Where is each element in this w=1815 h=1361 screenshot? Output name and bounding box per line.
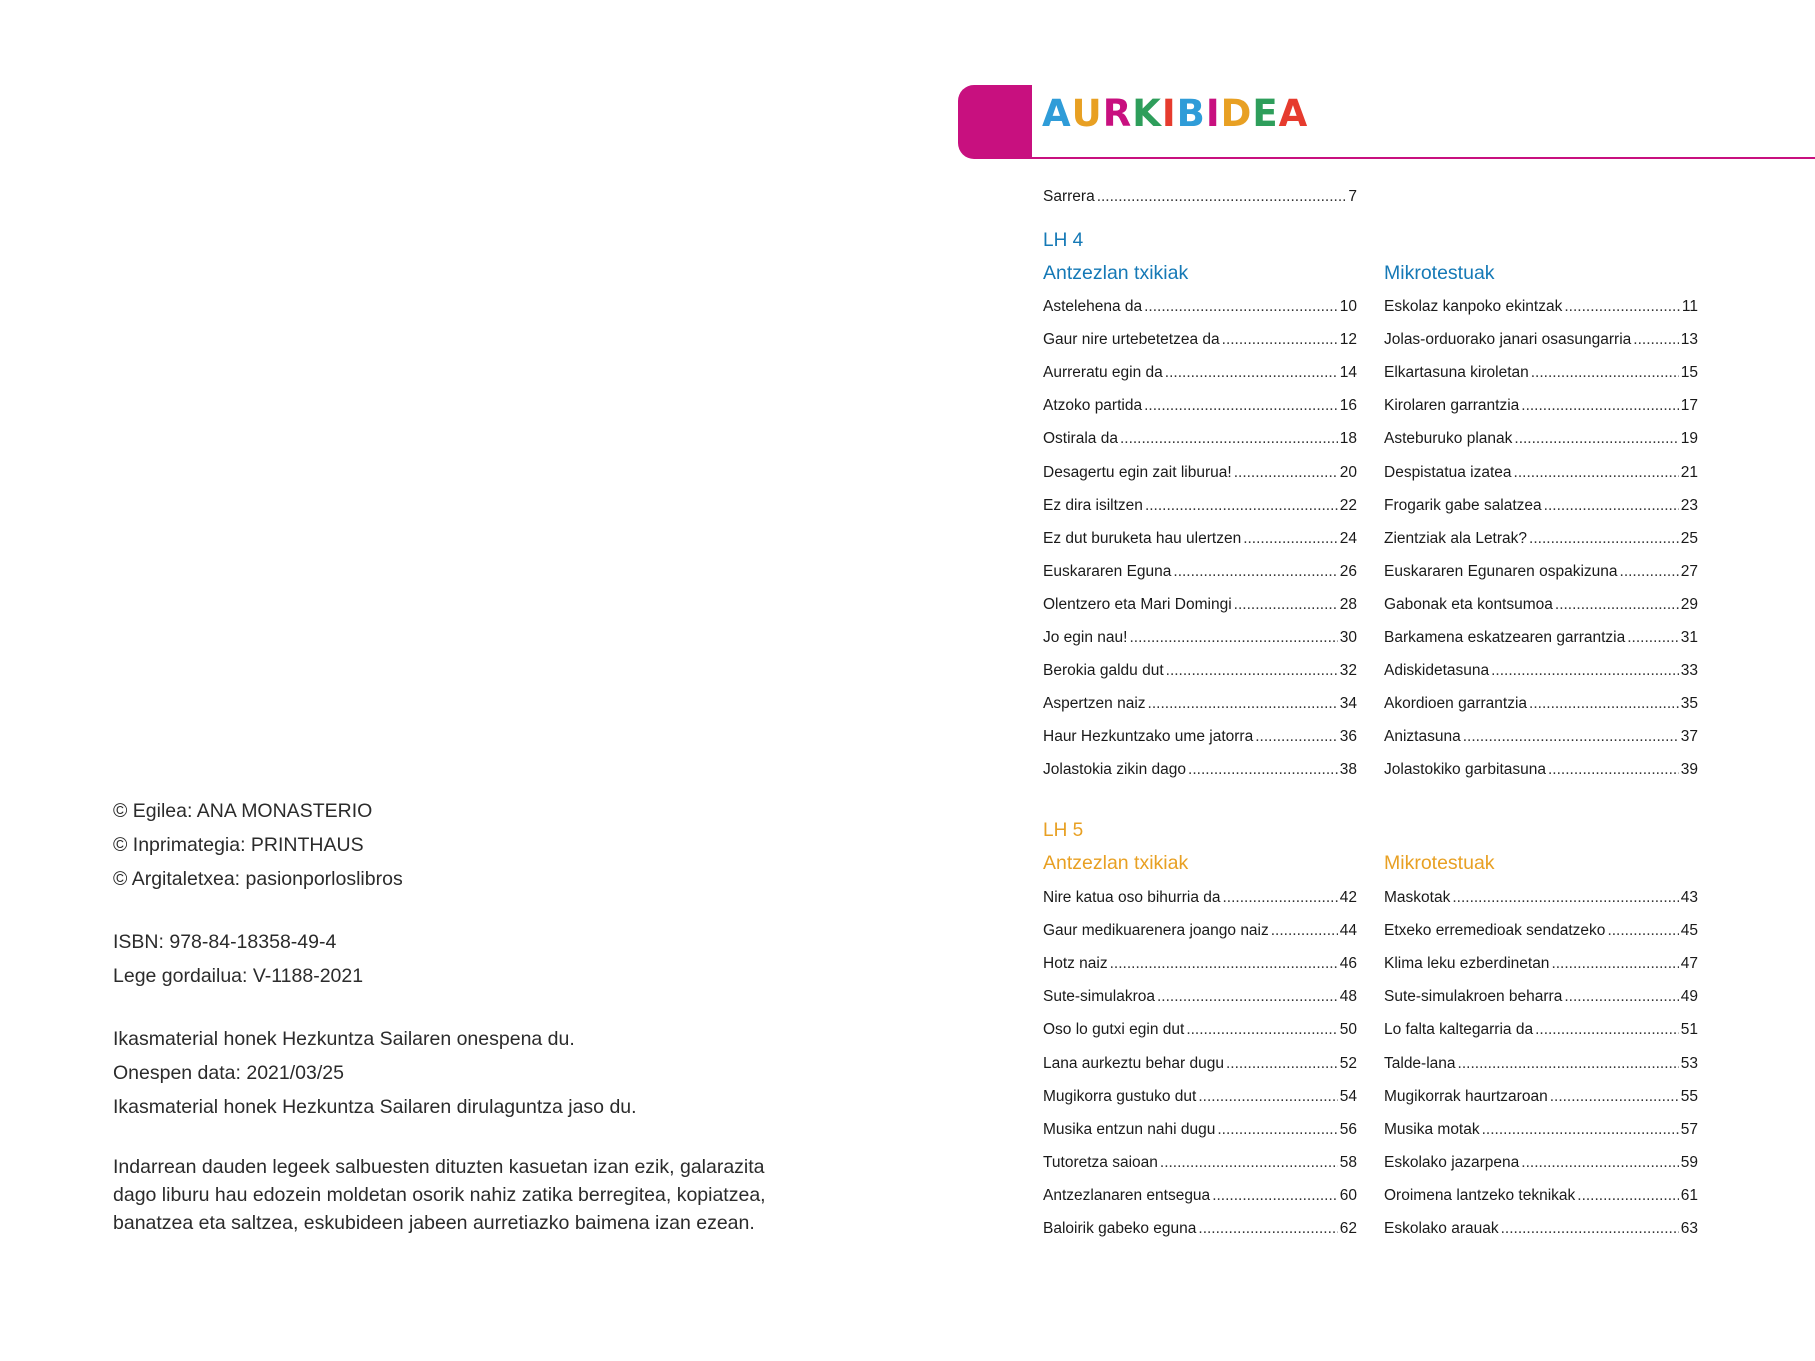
toc-entry-page: 36	[1339, 728, 1357, 745]
toc-entry-title: Eskolaz kanpoko ekintzak	[1384, 298, 1563, 315]
toc-entry-page: 44	[1339, 922, 1357, 939]
toc-entry-title: Oso lo gutxi egin dut	[1043, 1021, 1185, 1038]
toc-entry-page: 28	[1339, 596, 1357, 613]
dot-leader	[1501, 1220, 1679, 1238]
dot-leader	[1458, 1055, 1679, 1073]
dot-leader	[1514, 464, 1679, 482]
colophon	[113, 794, 813, 1266]
toc-entry-title: Astelehena da	[1043, 298, 1143, 315]
dot-leader	[1491, 662, 1679, 680]
toc-entry-page: 12	[1339, 331, 1357, 348]
dot-leader	[1255, 728, 1338, 746]
toc-entry-page: 31	[1680, 629, 1698, 646]
toc-entry-title: Gabonak eta kontsumoa	[1384, 596, 1553, 613]
toc-entry-page: 52	[1339, 1055, 1357, 1072]
dot-leader	[1217, 1121, 1337, 1139]
toc-entry-title: Lana aurkeztu behar dugu	[1043, 1055, 1224, 1072]
dot-leader	[1544, 497, 1679, 515]
toc-entry-page: 18	[1339, 430, 1357, 447]
toc-entry[interactable]	[1043, 1154, 1357, 1172]
dot-leader	[1234, 596, 1338, 614]
toc-entry-page: 14	[1339, 364, 1357, 381]
toc-entry-page: 25	[1680, 530, 1698, 547]
toc-entry-title: Maskotak	[1384, 889, 1451, 906]
dot-leader	[1535, 1021, 1679, 1039]
toc-entry[interactable]	[1043, 1021, 1357, 1039]
dot-leader	[1271, 922, 1338, 940]
toc-entry-page: 47	[1680, 955, 1698, 972]
subsection-heading: Antzezlan txikiak	[1043, 262, 1189, 284]
toc-entry-title: Jo egin nau!	[1043, 629, 1128, 646]
toc-entry[interactable]	[1384, 761, 1698, 779]
toc-entry-title: Eskolako jazarpena	[1384, 1154, 1520, 1171]
title-letter: B	[1176, 92, 1206, 135]
toc-entry-title: Talde-lana	[1384, 1055, 1456, 1072]
toc-entry-title: Tutoretza saioan	[1043, 1154, 1158, 1171]
toc-entry-page: 55	[1680, 1088, 1698, 1105]
approval-info	[113, 1022, 813, 1124]
title-tab-block	[958, 85, 1032, 159]
dot-leader	[1188, 761, 1338, 779]
dot-leader	[1145, 497, 1338, 515]
toc-entry[interactable]	[1043, 464, 1357, 482]
title-letter: A	[1042, 92, 1072, 135]
toc-entry-title: Berokia galdu dut	[1043, 662, 1164, 679]
toc-entry-page: 34	[1339, 695, 1357, 712]
toc-entry-title: Lo falta kaltegarria da	[1384, 1021, 1534, 1038]
toc-entry[interactable]	[1384, 955, 1698, 973]
toc-entry[interactable]	[1043, 1088, 1357, 1106]
toc-entry[interactable]	[1043, 397, 1357, 415]
dot-leader	[1548, 761, 1679, 779]
dot-leader	[1120, 430, 1338, 448]
dot-leader	[1234, 464, 1338, 482]
toc-entry-title: Asteburuko planak	[1384, 430, 1513, 447]
toc-entry[interactable]	[1043, 1187, 1357, 1205]
toc-entry[interactable]	[1384, 397, 1698, 415]
toc-entry-page: 59	[1680, 1154, 1698, 1171]
toc-entry[interactable]	[1384, 1121, 1698, 1139]
toc-entry[interactable]	[1384, 695, 1698, 713]
toc-entry[interactable]	[1384, 1055, 1698, 1073]
dot-leader	[1226, 1055, 1338, 1073]
toc-entry-page: 27	[1680, 563, 1698, 580]
toc-entry[interactable]	[1384, 988, 1698, 1006]
toc-entry-page: 62	[1339, 1220, 1357, 1237]
toc-entry-page: 60	[1339, 1187, 1357, 1204]
toc-entry[interactable]	[1043, 364, 1357, 382]
toc-entry-title: Desagertu egin zait liburua!	[1043, 464, 1232, 481]
toc-entry[interactable]	[1384, 364, 1698, 382]
toc-entry-title: Sute-simulakroen beharra	[1384, 988, 1563, 1005]
toc-entry-title: Gaur medikuarenera joango naiz	[1043, 922, 1269, 939]
toc-entry-page: 30	[1339, 629, 1357, 646]
toc-entry[interactable]	[1043, 430, 1357, 448]
toc-entry-page: 19	[1680, 430, 1698, 447]
toc-entry-title: Euskararen Egunaren ospakizuna	[1384, 563, 1618, 580]
toc-entry-title: Barkamena eskatzearen garrantzia	[1384, 629, 1626, 646]
toc-entry[interactable]	[1384, 662, 1698, 680]
dot-leader	[1627, 629, 1679, 647]
toc-entry-page: 16	[1339, 397, 1357, 414]
credit-printer: © Inprimategia: PRINTHAUS	[113, 834, 364, 856]
approval-line: Ikasmaterial honek Hezkuntza Sailaren onespena du.	[113, 1028, 575, 1050]
dot-leader	[1577, 1187, 1678, 1205]
toc-entry-page: 23	[1680, 497, 1698, 514]
title-letter: R	[1102, 92, 1133, 135]
toc-entry-title: Despistatua izatea	[1384, 464, 1512, 481]
toc-entry-page: 35	[1680, 695, 1698, 712]
toc-entry-title: Gaur nire urtebetetzea da	[1043, 331, 1220, 348]
toc-entry-title: Atzoko partida	[1043, 397, 1143, 414]
dot-leader	[1550, 1088, 1679, 1106]
toc-entry-title: Olentzero eta Mari Domingi	[1043, 596, 1232, 613]
toc-entry[interactable]	[1043, 596, 1357, 614]
approval-date: Onespen data: 2021/03/25	[113, 1062, 344, 1084]
toc-entry-title: Jolastokia zikin dago	[1043, 761, 1187, 778]
toc-entry[interactable]	[1043, 695, 1357, 713]
toc-entry[interactable]	[1384, 298, 1698, 316]
toc-entry-title: Jolas-orduorako janari osasungarria	[1384, 331, 1632, 348]
toc-entry-title: Eskolako arauak	[1384, 1220, 1499, 1237]
toc-entry-title: Baloirik gabeko eguna	[1043, 1220, 1197, 1237]
toc-entry[interactable]	[1043, 761, 1357, 779]
toc-entry[interactable]	[1384, 889, 1698, 907]
toc-entry[interactable]	[1384, 1187, 1698, 1205]
copyright-notice	[113, 1153, 813, 1237]
toc-entry[interactable]	[1384, 1220, 1698, 1238]
toc-entry[interactable]	[1384, 922, 1698, 940]
toc-entry-title: Aurreratu egin da	[1043, 364, 1163, 381]
credit-author: © Egilea: ANA MONASTERIO	[113, 800, 373, 822]
subsection-heading: Antzezlan txikiak	[1043, 852, 1189, 874]
toc-entry[interactable]	[1384, 530, 1698, 548]
dot-leader	[1529, 530, 1679, 548]
toc-entry-page: 21	[1680, 464, 1698, 481]
dot-leader	[1173, 563, 1337, 581]
dot-leader	[1148, 695, 1338, 713]
dot-leader	[1157, 988, 1338, 1006]
toc-entry-title: Mugikorra gustuko dut	[1043, 1088, 1197, 1105]
dot-leader	[1165, 364, 1338, 382]
toc-entry[interactable]	[1043, 298, 1357, 316]
toc-entry-page: 58	[1339, 1154, 1357, 1171]
toc-entry-page: 48	[1339, 988, 1357, 1005]
toc-entry[interactable]	[1384, 464, 1698, 482]
toc-entry-title: Ostirala da	[1043, 430, 1118, 447]
dot-leader	[1531, 364, 1679, 382]
toc-entry-title: Ez dut buruketa hau ulertzen	[1043, 530, 1242, 547]
toc-entry-page: 38	[1339, 761, 1357, 778]
approval-grant: Ikasmaterial honek Hezkuntza Sailaren dirulaguntza jaso du.	[113, 1096, 637, 1118]
toc-entry-page: 51	[1680, 1021, 1698, 1038]
toc-entry-title: Klima leku ezberdinetan	[1384, 955, 1550, 972]
toc-entry-page: 56	[1339, 1121, 1357, 1138]
toc-entry-page: 45	[1680, 922, 1698, 939]
toc-entry[interactable]	[1384, 331, 1698, 349]
dot-leader	[1222, 331, 1338, 349]
dot-leader	[1144, 298, 1338, 316]
toc-entry[interactable]	[1384, 430, 1698, 448]
toc-entry-page: 11	[1681, 298, 1698, 315]
toc-entry-page: 13	[1680, 331, 1698, 348]
isbn: ISBN: 978-84-18358-49-4	[113, 931, 337, 953]
dot-leader	[1607, 922, 1678, 940]
title-letter: I	[1161, 92, 1177, 135]
toc-entry-page: 29	[1680, 596, 1698, 613]
dot-leader	[1555, 596, 1679, 614]
title-rule	[1030, 157, 1815, 159]
toc-entry[interactable]	[1384, 1021, 1698, 1039]
toc-entry-title: Sarrera	[1043, 188, 1095, 205]
toc-entry[interactable]	[1043, 1055, 1357, 1073]
toc-entry-page: 42	[1339, 889, 1357, 906]
toc-entry[interactable]	[1043, 728, 1357, 746]
title-letter: D	[1220, 92, 1253, 135]
dot-leader	[1160, 1154, 1338, 1172]
toc-entry-page: 46	[1339, 955, 1357, 972]
toc-entry-title: Ez dira isiltzen	[1043, 497, 1143, 514]
toc-entry-title: Musika entzun nahi dugu	[1043, 1121, 1216, 1138]
toc-entry-page: 20	[1339, 464, 1357, 481]
subsection-heading: Mikrotestuak	[1384, 262, 1495, 284]
toc-entry-page: 26	[1339, 563, 1357, 580]
toc-entry-page: 10	[1339, 298, 1357, 315]
toc-entry[interactable]	[1043, 563, 1357, 581]
toc-entry-page: 54	[1339, 1088, 1357, 1105]
toc-entry-title: Haur Hezkuntzako ume jatorra	[1043, 728, 1254, 745]
section-heading: LH 4	[1043, 230, 1084, 251]
title-letter: I	[1205, 92, 1221, 135]
toc-entry-title: Antzezlanaren entsegua	[1043, 1187, 1211, 1204]
title-letter: A	[1278, 92, 1309, 135]
dot-leader	[1166, 662, 1338, 680]
toc-entry-title: Elkartasuna kiroletan	[1384, 364, 1529, 381]
toc-entry-page: 49	[1680, 988, 1698, 1005]
toc-entry-title: Etxeko erremedioak sendatzeko	[1384, 922, 1606, 939]
toc-entry[interactable]	[1384, 1088, 1698, 1106]
toc-entry[interactable]	[1043, 922, 1357, 940]
subsection-heading: Mikrotestuak	[1384, 852, 1495, 874]
section-heading: LH 5	[1043, 820, 1084, 841]
toc-entry-title: Jolastokiko garbitasuna	[1384, 761, 1546, 778]
toc-entry[interactable]	[1043, 331, 1357, 349]
dot-leader	[1223, 889, 1338, 907]
dot-leader	[1564, 298, 1680, 316]
dot-leader	[1110, 955, 1338, 973]
toc-entry[interactable]	[1043, 889, 1357, 907]
toc-entry-title: Zientziak ala Letrak?	[1384, 530, 1528, 547]
toc-entry[interactable]	[1384, 497, 1698, 515]
legal-info	[113, 925, 813, 993]
dot-leader	[1463, 728, 1679, 746]
copyright-line: dago liburu hau edozein moldetan osorik nahiz zatika berregitea, kopiatzea,	[113, 1184, 766, 1206]
toc-entry-page: 50	[1339, 1021, 1357, 1038]
toc-entry-page: 7	[1348, 188, 1357, 205]
dot-leader	[1198, 1088, 1337, 1106]
dot-leader	[1620, 563, 1679, 581]
dot-leader	[1551, 955, 1678, 973]
dot-leader	[1144, 397, 1338, 415]
toc-entry-title: Mugikorrak haurtzaroan	[1384, 1088, 1548, 1105]
copyright-line: banatzea eta saltzea, eskubideen jabeen aurretiazko baimena izan ezean.	[113, 1212, 755, 1234]
toc-entry-page: 17	[1680, 397, 1698, 414]
toc-entry-page: 32	[1339, 662, 1357, 679]
dot-leader	[1521, 1154, 1678, 1172]
dot-leader	[1097, 188, 1347, 206]
copyright-line: Indarrean dauden legeek salbuesten dituzten kasuetan izan ezik, galarazita	[113, 1156, 765, 1178]
toc-entry-page: 24	[1339, 530, 1357, 547]
toc-entry-page: 33	[1680, 662, 1698, 679]
toc-entry[interactable]	[1384, 563, 1698, 581]
toc-entry-page: 15	[1680, 364, 1698, 381]
title-letter: U	[1071, 92, 1103, 135]
dot-leader	[1186, 1021, 1337, 1039]
dot-leader	[1633, 331, 1678, 349]
credit-publisher: © Argitaletxea: pasionporloslibros	[113, 868, 403, 890]
dot-leader	[1529, 695, 1679, 713]
toc-entry-title: Aspertzen naiz	[1043, 695, 1146, 712]
dot-leader	[1521, 397, 1678, 415]
toc-title	[1042, 92, 1308, 135]
toc-entry-title: Adiskidetasuna	[1384, 662, 1490, 679]
toc-entry-title: Oroimena lantzeko teknikak	[1384, 1187, 1576, 1204]
toc-entry[interactable]	[1043, 662, 1357, 680]
title-letter: K	[1132, 92, 1162, 135]
toc-entry-title: Frogarik gabe salatzea	[1384, 497, 1542, 514]
toc-entry-title: Hotz naiz	[1043, 955, 1108, 972]
toc-entry-page: 63	[1680, 1220, 1698, 1237]
dot-leader	[1482, 1121, 1679, 1139]
toc-entry-page: 53	[1680, 1055, 1698, 1072]
toc-entry[interactable]	[1043, 530, 1357, 548]
toc-entry-title: Nire katua oso bihurria da	[1043, 889, 1221, 906]
toc-entry-title: Aniztasuna	[1384, 728, 1461, 745]
toc-entry-title: Kirolaren garrantzia	[1384, 397, 1520, 414]
toc-entry-page: 61	[1680, 1187, 1698, 1204]
title-letter: E	[1252, 92, 1279, 135]
toc-entry-page: 39	[1680, 761, 1698, 778]
toc-entry-title: Akordioen garrantzia	[1384, 695, 1528, 712]
toc-entry-page: 43	[1680, 889, 1698, 906]
toc-entry[interactable]	[1043, 1220, 1357, 1238]
toc-entry-title: Euskararen Eguna	[1043, 563, 1172, 580]
toc-entry[interactable]	[1043, 988, 1357, 1006]
toc-entry[interactable]	[1384, 629, 1698, 647]
dot-leader	[1212, 1187, 1338, 1205]
toc-entry[interactable]	[1384, 596, 1698, 614]
legal-deposit: Lege gordailua: V-1188-2021	[113, 965, 364, 987]
toc-entry-page: 37	[1680, 728, 1698, 745]
dot-leader	[1198, 1220, 1337, 1238]
toc-entry[interactable]	[1043, 629, 1357, 647]
toc-entry[interactable]	[1043, 497, 1357, 515]
dot-leader	[1514, 430, 1678, 448]
toc-entry[interactable]	[1043, 1121, 1357, 1139]
dot-leader	[1243, 530, 1338, 548]
dot-leader	[1452, 889, 1678, 907]
toc-entry-page: 57	[1680, 1121, 1698, 1138]
toc-entry[interactable]	[1043, 955, 1357, 973]
toc-entry[interactable]	[1043, 188, 1357, 206]
credits	[113, 794, 813, 896]
toc-entry[interactable]	[1384, 728, 1698, 746]
toc-entry-title: Sute-simulakroa	[1043, 988, 1155, 1005]
toc-entry[interactable]	[1384, 1154, 1698, 1172]
dot-leader	[1564, 988, 1678, 1006]
dot-leader	[1129, 629, 1337, 647]
toc-entry-title: Musika motak	[1384, 1121, 1480, 1138]
toc-entry-page: 22	[1339, 497, 1357, 514]
